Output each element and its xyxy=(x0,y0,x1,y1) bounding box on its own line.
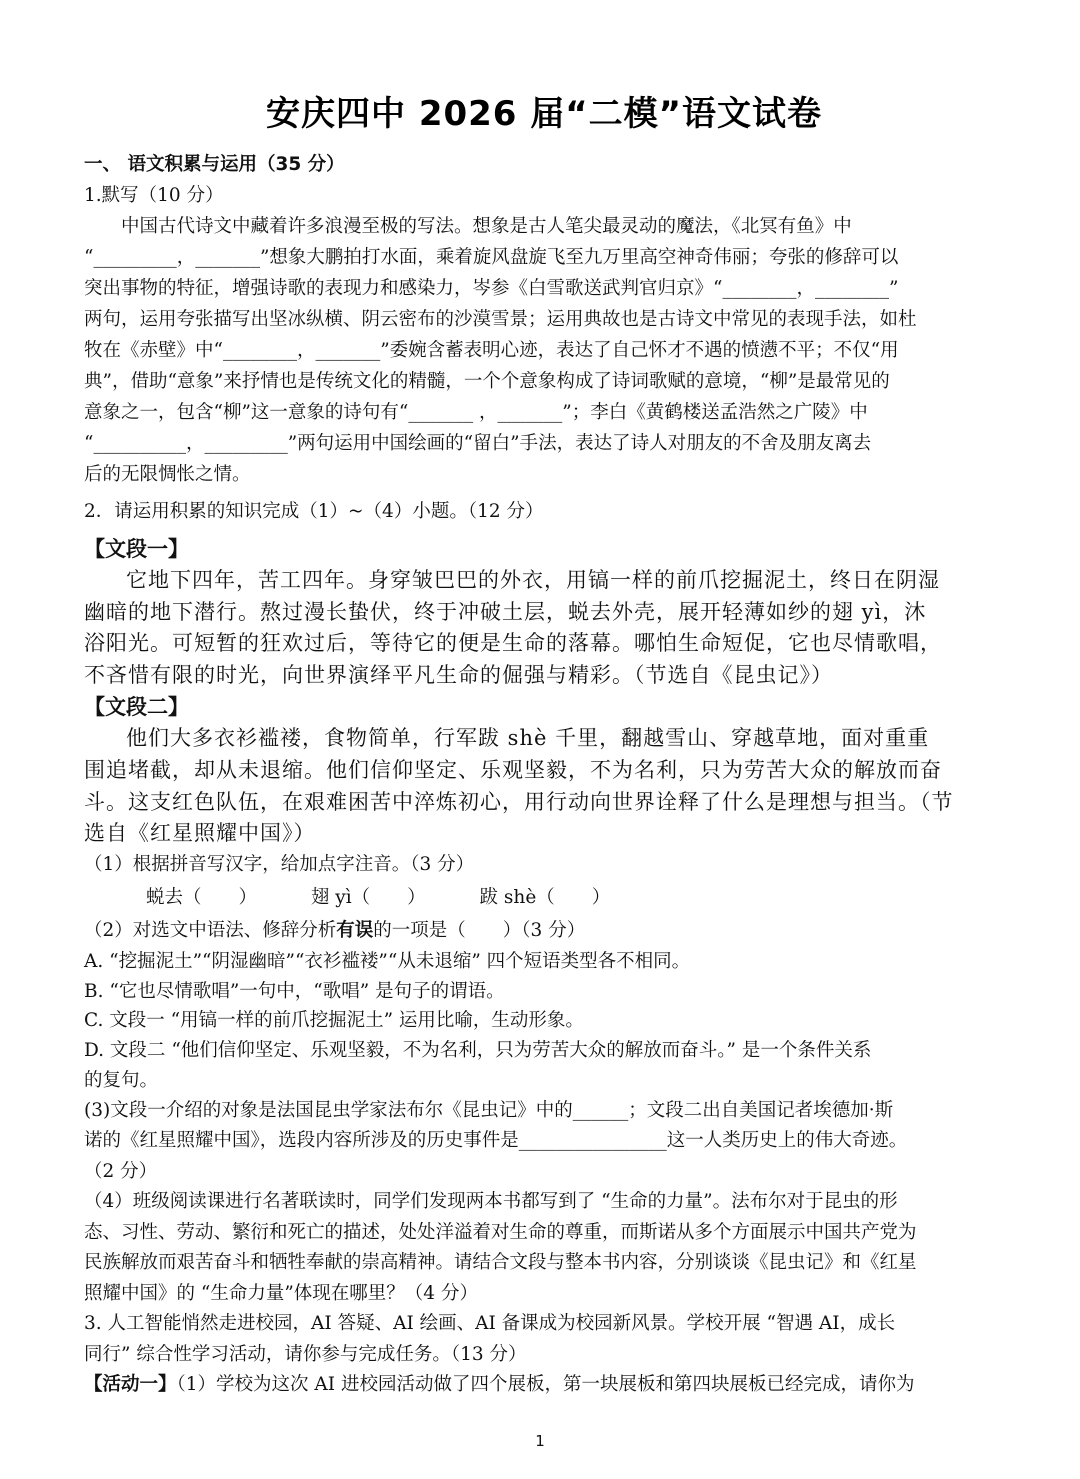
pinyin-item: 蜕去（ ） xyxy=(146,887,258,909)
q1-line: 两句，运用夸张描写出坚冰纵横、阴云密布的沙漠雪景；运用典故也是古诗文中常见的表现手法，如杜 xyxy=(84,309,917,330)
option-b: B. “它也尽情歌唱”一句中，“歌唱” 是句子的谓语。 xyxy=(84,980,505,1002)
question-1-label: 1.默写（10 分） xyxy=(84,185,224,206)
subquestion-1: （1）根据拼音写汉字，给加点字注音。（3 分） xyxy=(84,853,475,875)
q1-line: “_________，_______”想象大鹏拍打水面，乘着旋风盘旋飞至九万里高空神奇伟丽；夸张的修辞可以 xyxy=(84,247,899,268)
exam-title: 安庆四中 2026 届“二模”语文试卷 xyxy=(266,94,822,134)
passage-line: 斗。这支红色队伍，在艰难困苦中淬炼初心，用行动向世界诠释了什么是理想与担当。（节 xyxy=(84,789,954,814)
sub4-line: 照耀中国》的 “生命力量”体现在哪里？（4 分） xyxy=(84,1282,478,1304)
q1-line: 突出事物的特征，增强诗歌的表现力和感染力，岑参《白雪歌送武判官归京》“________，________” xyxy=(84,278,899,299)
pinyin-item: 翅 yì（ ） xyxy=(310,887,426,909)
q1-line: 牧在《赤壁》中“________，_______”委婉含蓄表明心迹，表达了自己怀才不遇的愤懑不平；不仅“用 xyxy=(84,340,899,361)
q1-line: 典”，借助“意象”来抒情也是传统文化的精髓，一个个意象构成了诗词歌赋的意境，“柳”是最常见的 xyxy=(84,371,890,392)
question-2-label: 2．请运用积累的知识完成（1）~（4）小题。（12 分） xyxy=(84,501,544,522)
section-heading: 一、 语文积累与运用（35 分） xyxy=(84,154,345,175)
option-a: A. “挖掘泥土”“阴湿幽暗”“衣衫褴褛”“从未退缩” 四个短语类型各不相同。 xyxy=(84,950,691,972)
q3-line: 同行” 综合性学习活动，请你参与完成任务。（13 分） xyxy=(84,1343,527,1365)
passage-line: 幽暗的地下潜行。熬过漫长蛰伏，终于冲破土层，蜕去外壳，展开轻薄如纱的翅 yì，沐 xyxy=(84,599,927,624)
passage-line: 不吝惜有限的时光，向世界演绎平凡生命的倔强与精彩。（节选自《昆虫记》） xyxy=(84,662,833,687)
options-list xyxy=(84,947,1004,1096)
subquestion-4 xyxy=(84,1187,1004,1309)
sub3-line: （2 分） xyxy=(84,1160,158,1182)
subquestion-3 xyxy=(84,1096,1004,1188)
page-number: 1 xyxy=(535,1432,545,1450)
option-d-cont: 的复句。 xyxy=(84,1069,159,1091)
sub4-line: 民族解放而艰苦奋斗和牺牲奉献的崇高精神。请结合文段与整本书内容，分别谈谈《昆虫记》和《红星 xyxy=(84,1252,917,1274)
pinyin-item: 跋 shè（ ） xyxy=(479,887,611,909)
passage-line: 浴阳光。可短暂的狂欢过后，等待它的便是生命的落幕。哪怕生命短促，它也尽情歌唱， xyxy=(84,631,942,656)
pinyin-row xyxy=(84,880,1004,916)
question-3 xyxy=(84,1309,1004,1401)
emphasis-text: 有误 xyxy=(336,920,374,942)
passage-1-heading: 【文段一】 xyxy=(84,536,189,561)
activity-1-heading: 【活动一】 xyxy=(84,1374,177,1396)
question-1-body xyxy=(84,211,1004,490)
activity-1 xyxy=(84,1370,1004,1401)
passage-line: 它地下四年，苦工四年。身穿皱巴巴的外衣，用镐一样的前爪挖掘泥土，终日在阴湿 xyxy=(126,568,940,592)
sub3-line: 诺的《红星照耀中国》，选段内容所涉及的历史事件是________________这一人类历史上的伟大奇迹。 xyxy=(84,1130,908,1152)
passage-line: 选自《红星照耀中国》） xyxy=(84,821,316,846)
passage-line: 他们大多衣衫褴褛，食物简单，行军跋 shè 千里，翻越雪山、穿越草地，面对重重 xyxy=(126,726,930,751)
sub4-line: （4）班级阅读课进行名著联读时，同学们发现两本书都写到了 “生命的力量”。法布尔对于昆虫的形 xyxy=(84,1191,898,1213)
q1-line: 后的无限惆怅之情。 xyxy=(84,464,251,485)
subquestion-2 xyxy=(84,916,1004,947)
passage-line: 围追堵截，却从未退缩。他们信仰坚定、乐观坚毅，不为名利，只为劳苦大众的解放而奋 xyxy=(84,757,942,782)
q1-line: 意象之一，包含“柳”这一意象的诗句有“_______ ，_______”；李白《黄鹤楼送孟浩然之广陵》中 xyxy=(84,402,868,423)
exam-page xyxy=(84,86,1004,1401)
passage-2-heading: 【文段二】 xyxy=(84,694,189,720)
q3-line: 3. 人工智能悄然走进校园，AI 答疑、AI 绘画、AI 备课成为校园新风景。学校开展 “智遇 AI，成长 xyxy=(84,1313,896,1335)
q1-line: “__________，_________”两句运用中国绘画的“留白”手法，表达了诗人对朋友的不舍及朋友离去 xyxy=(84,433,872,454)
subquestion-2-text: 的一项是（ ）（3 分） xyxy=(373,920,586,942)
passage-1 xyxy=(84,565,1004,691)
sub4-line: 态、习性、劳动、繁衍和死亡的描述，处处洋溢着对生命的尊重，而斯诺从多个方面展示中国共产党为 xyxy=(84,1221,917,1243)
passage-2 xyxy=(84,723,1004,849)
activity-1-text: （1）学校为这次 AI 进校园活动做了四个展板，第一块展板和第四块展板已经完成，请你为 xyxy=(176,1374,915,1396)
sub3-line: (3)文段一介绍的对象是法国昆虫学家法布尔《昆虫记》中的______；文段二出自美国记者埃德加·斯 xyxy=(84,1099,894,1121)
option-c: C. 文段一 “用镐一样的前爪挖掘泥土” 运用比喻，生动形象。 xyxy=(84,1010,584,1032)
q1-line: 中国古代诗文中藏着许多浪漫至极的写法。想象是古人笔尖最灵动的魔法，《北冥有鱼》中 xyxy=(121,216,852,237)
subquestion-2-text: （2）对选文中语法、修辞分析 xyxy=(84,920,337,942)
option-d: D. 文段二 “他们信仰坚定、乐观坚毅，不为名利，只为劳苦大众的解放而奋斗。” 是一个条件关系 xyxy=(84,1040,872,1062)
